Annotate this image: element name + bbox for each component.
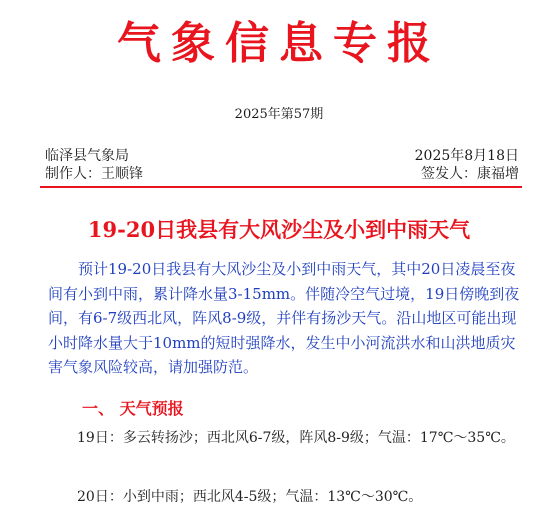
meta-row-issuer (45, 147, 519, 165)
meta-row-people (45, 165, 519, 183)
forecast-day-20: 20日：小到中雨；西北风4-5级；气温：13℃～30℃。 (77, 489, 423, 505)
signer-name: 签发人：康福增 (421, 166, 519, 182)
author-name: 制作人：王顺锋 (45, 166, 143, 182)
masthead-title: 气象信息专报 (117, 18, 441, 69)
issue-number: 2025年第57期 (234, 107, 324, 122)
forecast-day-19: 19日：多云转扬沙；西北风6-7级，阵风8-9级；气温：17℃～35℃。 (77, 430, 515, 446)
header-divider (40, 186, 522, 188)
section-title-forecast: 一、 天气预报 (82, 399, 184, 418)
issuer-name: 临泽县气象局 (45, 148, 129, 164)
headline: 19-20日我县有大风沙尘及小到中雨天气 (87, 217, 471, 242)
summary-paragraph: 预计19-20日我县有大风沙尘及小到中雨天气，其中20日凌晨至夜间有小到中雨，累计降水量3-15mm。伴随冷空气过境，19日傍晚到夜间，有6-7级西北风，阵风8-9级，并伴有扬沙天气。沿山地区可能出现小时降水量大于10mm的短时强降水，发生中小河流洪水和山洪地质灾害气象风险较高，请加强防范。 (48, 260, 520, 376)
issue-date: 2025年8月18日 (414, 148, 519, 164)
